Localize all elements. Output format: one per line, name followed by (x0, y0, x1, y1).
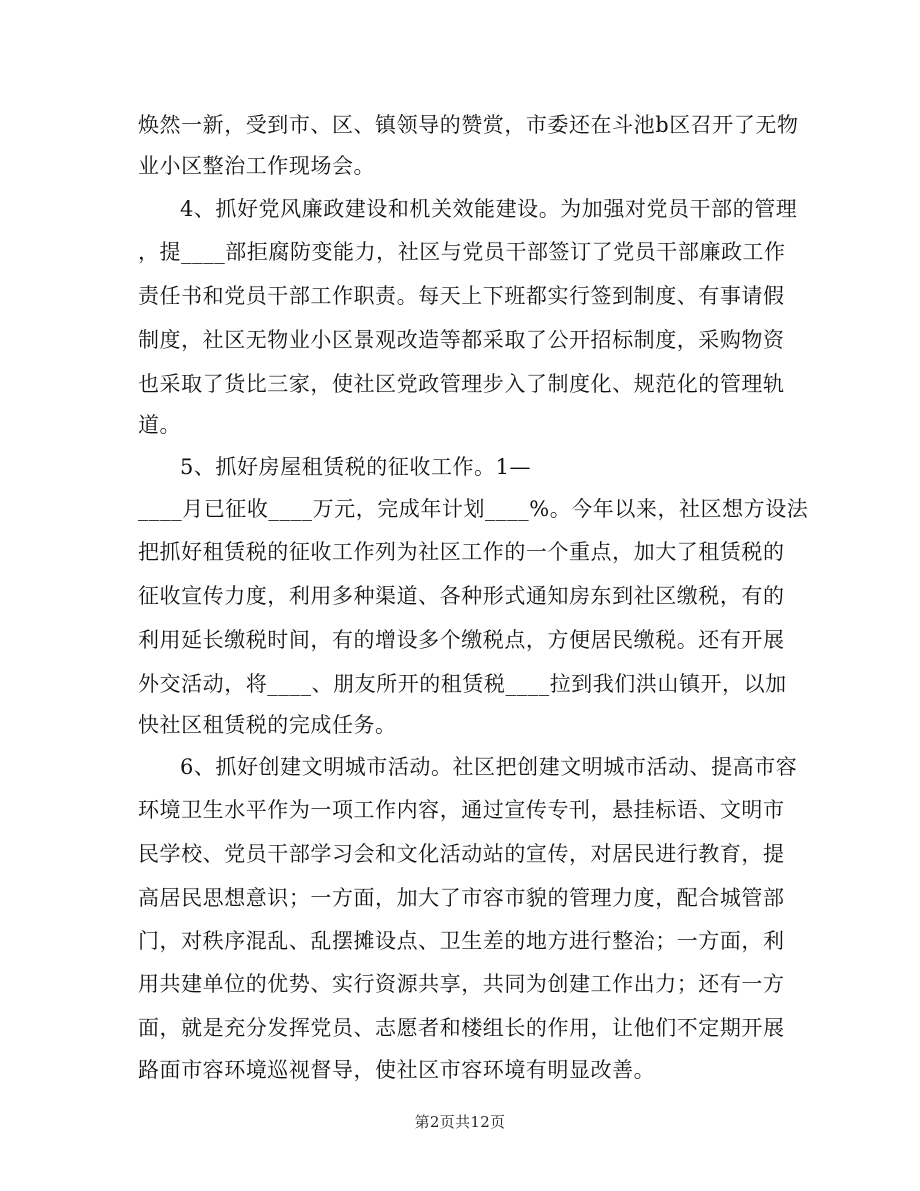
text-line: ，提____部拒腐防变能力，社区与党员干部签订了党员干部廉政工作 (138, 240, 786, 264)
text-line: 也采取了货比三家，使社区党政管理步入了制度化、规范化的管理轨 (138, 372, 785, 396)
page-number: 第2页共12页 (414, 1113, 506, 1131)
paragraph-5-first-line: 5、抓好房屋租赁税的征收工作。1— (180, 455, 532, 479)
text-line: 把抓好租赁税的征收工作列为社区工作的一个重点，加大了租赁税的 (138, 540, 785, 564)
text-line: 高居民思想意识；一方面，加大了市容市貌的管理力度，配合城管部 (138, 886, 785, 910)
text-line: 路面市容环境巡视督导，使社区市容环境有明显改善。 (138, 1058, 656, 1082)
text-line: 环境卫生水平作为一项工作内容，通过宣传专刊，悬挂标语、文明市 (138, 798, 785, 822)
text-line: 外交活动，将____、朋友所开的租赁税____拉到我们洪山镇开，以加 (138, 672, 787, 696)
text-line: 门，对秩序混乱、乱摆摊设点、卫生差的地方进行整治；一方面，利 (138, 929, 785, 953)
paragraph-4-first-line: 4、抓好党风廉政建设和机关效能建设。为加强对党员干部的管理 (180, 197, 798, 221)
text-line: 民学校、党员干部学习会和文化活动站的宣传，对居民进行教育，提 (138, 842, 785, 866)
text-line: 面，就是充分发挥党员、志愿者和楼组长的作用，让他们不定期开展 (138, 1016, 785, 1040)
text-line: 用共建单位的优势、实行资源共享，共同为创建工作出力；还有一方 (138, 972, 785, 996)
text-line: 制度，社区无物业小区景观改造等都采取了公开招标制度，采购物资 (138, 328, 785, 352)
paragraph-6-first-line: 6、抓好创建文明城市活动。社区把创建文明城市活动、提高市容 (180, 755, 798, 779)
text-line: 业小区整治工作现场会。 (138, 154, 376, 178)
text-line: 利用延长缴税时间，有的增设多个缴税点，方便居民缴税。还有开展 (138, 628, 785, 652)
text-line: 快社区租赁税的完成任务。 (138, 713, 397, 737)
text-line: 征收宣传力度，利用多种渠道、各种形式通知房东到社区缴税，有的 (138, 584, 785, 608)
text-line: 责任书和党员干部工作职责。每天上下班都实行签到制度、有事请假 (138, 284, 785, 308)
text-line: ____月已征收____万元，完成年计划____%。今年以来，社区想方设法 (138, 497, 809, 521)
text-line: 焕然一新，受到市、区、镇领导的赞赏，市委还在斗池b区召开了无物 (138, 113, 799, 137)
text-line: 道。 (138, 413, 182, 437)
